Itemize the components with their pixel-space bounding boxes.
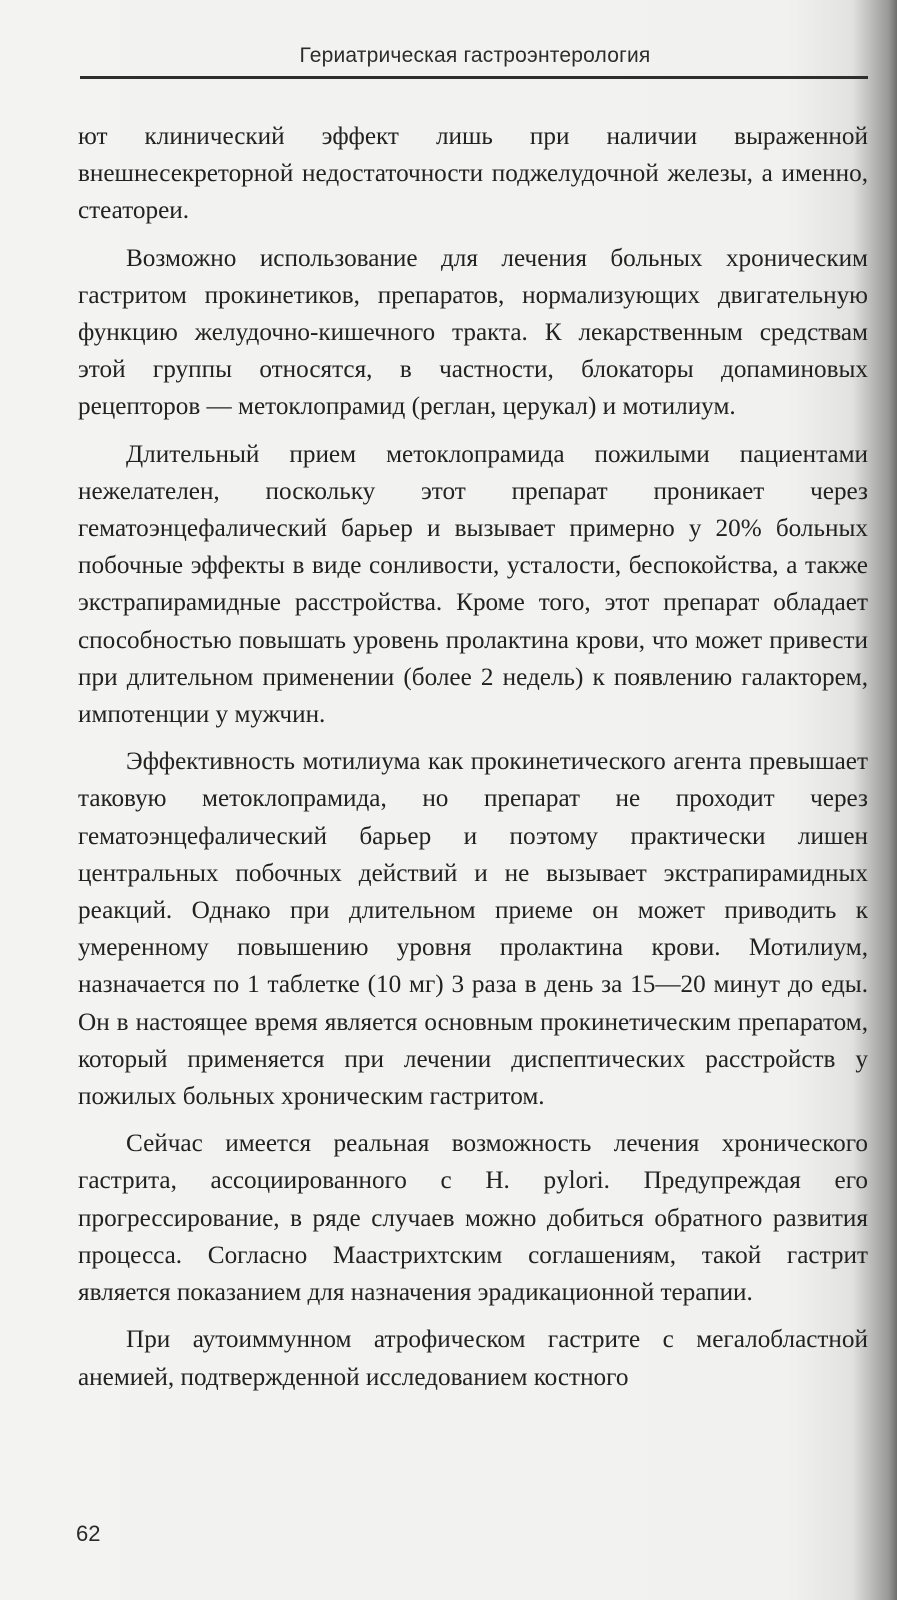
running-title: Гериатрическая гастроэнтерология — [299, 44, 651, 67]
paragraph-2: Возможно использование для лечения больных хроническим гастритом прокинетиков, препаратов, нормализующих двигательную функцию желудочно-кишечного тракта. К лекарственным средствам этой группы относятся, в частности, блокаторы допаминовых рецепторов — метоклопрамид (реглан, церукал) и мотилиум. — [78, 244, 868, 421]
body-text — [78, 118, 868, 1406]
paragraph-3: Длительный прием метоклопрамида пожилыми пациентами нежелателен, поскольку этот препарат проникает через гематоэнцефалический барьер и вызывает примерно у 20% больных побочные эффекты в виде сонливости, усталости, беспокойства, а также экстрапирамидные расстройства. Кроме того, этот препарат обладает способностью повышать уровень пролактина крови, что может привести при длительном применении (более 2 недель) к появлению галакторем, импотенции у мужчин. — [78, 440, 868, 729]
page-number: 62 — [76, 1521, 101, 1546]
paragraph-6: При аутоиммунном атрофическом гастрите с мегалобластной анемией, подтвержденной исследованием костного — [78, 1326, 868, 1391]
paragraph-4: Эффективность мотилиума как прокинетического агента превышает таковую метоклопрамида, но препарат не проходит через гематоэнцефалический барьер и поэтому практически лишен центральных побочных действий и не вызывает экстрапирамидных реакций. Однако при длительном приеме он может приводить к умеренному повышению уровня пролактина крови. Мотилиум, назначается по 1 таблетке (10 мг) 3 раза в день за 15—20 минут до еды. Он в настоящее время является основным прокинетическим препаратом, который применяется при лечении диспептических расстройств у пожилых больных хроническим гастритом. — [78, 748, 868, 1111]
header-rule — [80, 76, 868, 79]
paragraph-5: Сейчас имеется реальная возможность лечения хронического гастрита, ассоциированного с H. pylori. Предупреждая его прогрессирование, в ряде случаев можно добиться обратного развития процесса. Согласно Маастрихтским соглашениям, такой гастрит является показанием для назначения эрадикационной терапии. — [78, 1130, 868, 1307]
paragraph-1: ют клинический эффект лишь при наличии выраженной внешнесекреторной недостаточности поджелудочной железы, а именно, стеатореи. — [78, 123, 868, 225]
